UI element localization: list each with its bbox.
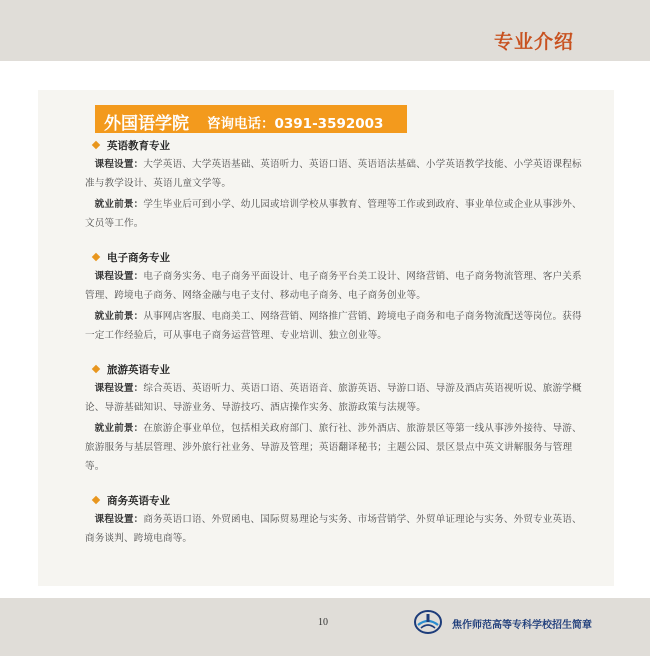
courses-text: 综合英语、英语听力、英语口语、英语语音、旅游英语、导游口语、导游及酒店英语视听说、旅游学概论、导游基础知识、导游业务、导游技巧、酒店操作实务、旅游政策与法规等。 [85,383,582,413]
courses-paragraph [85,379,585,417]
major-section [85,360,585,476]
courses-label: 课程设置： [94,383,144,394]
career-paragraph [85,419,585,476]
major-section [85,136,585,233]
page-title: 专业介绍 [493,31,574,53]
career-label: 就业前景： [94,423,144,434]
courses-paragraph [85,510,585,548]
diamond-bullet-icon [92,496,100,504]
section-header [85,136,585,154]
section-title: 旅游英语专业 [107,363,170,376]
section-header [85,248,585,266]
major-section [85,491,585,548]
college-name: 外国语学院 [104,114,189,134]
courses-text: 商务英语口语、外贸函电、国际贸易理论与实务、市场营销学、外贸单证理论与实务、外贸专业英语、商务谈判、跨境电商等。 [85,514,582,544]
courses-label: 课程设置： [94,271,144,282]
section-header [85,360,585,378]
school-logo-icon [414,608,442,636]
section-title: 商务英语专业 [107,494,170,507]
career-paragraph [85,307,585,345]
courses-text: 大学英语、大学英语基础、英语听力、英语口语、英语语法基础、小学英语教学技能、小学英语课程标准与教学设计、英语儿童文学等。 [85,159,582,189]
courses-paragraph [85,155,585,193]
section-title: 电子商务专业 [107,251,170,264]
section-header [85,491,585,509]
diamond-bullet-icon [92,141,100,149]
diamond-bullet-icon [92,365,100,373]
career-text: 学生毕业后可到小学、幼儿园或培训学校从事教育、管理等工作或到政府、事业单位或企业从事涉外、文员等工作。 [85,199,582,229]
diamond-bullet-icon [92,253,100,261]
courses-paragraph [85,267,585,305]
career-label: 就业前景： [94,199,144,210]
courses-label: 课程设置： [94,159,144,170]
career-label: 就业前景： [94,311,144,322]
career-paragraph [85,195,585,233]
page-number: 10 [318,617,328,628]
courses-label: 课程设置： [94,514,144,525]
school-name: 焦作师范高等专科学校招生简章 [452,620,592,631]
section-title: 英语教育专业 [107,139,170,152]
career-text: 从事网店客服、电商美工、网络营销、网络推广营销、跨境电子商务和电子商务物流配送等岗位。获得一定工作经验后，可从事电子商务运营管理、专业培训、独立创业等。 [85,311,582,341]
career-text: 在旅游企事业单位，包括相关政府部门、旅行社、涉外酒店、旅游景区等第一线从事涉外接待、导游、旅游服务与基层管理、涉外旅行社业务、导游及管理；英语翻译秘书；主题公园、景区景点中英文讲解服务与管理等。 [85,423,582,472]
courses-text: 电子商务实务、电子商务平面设计、电子商务平台美工设计、网络营销、电子商务物流管理、客户关系管理、跨境电子商务、网络金融与电子支付、移动电子商务、电子商务创业等。 [85,271,582,301]
major-section [85,248,585,345]
consult-phone: 咨询电话：0391-3592003 [207,116,384,132]
